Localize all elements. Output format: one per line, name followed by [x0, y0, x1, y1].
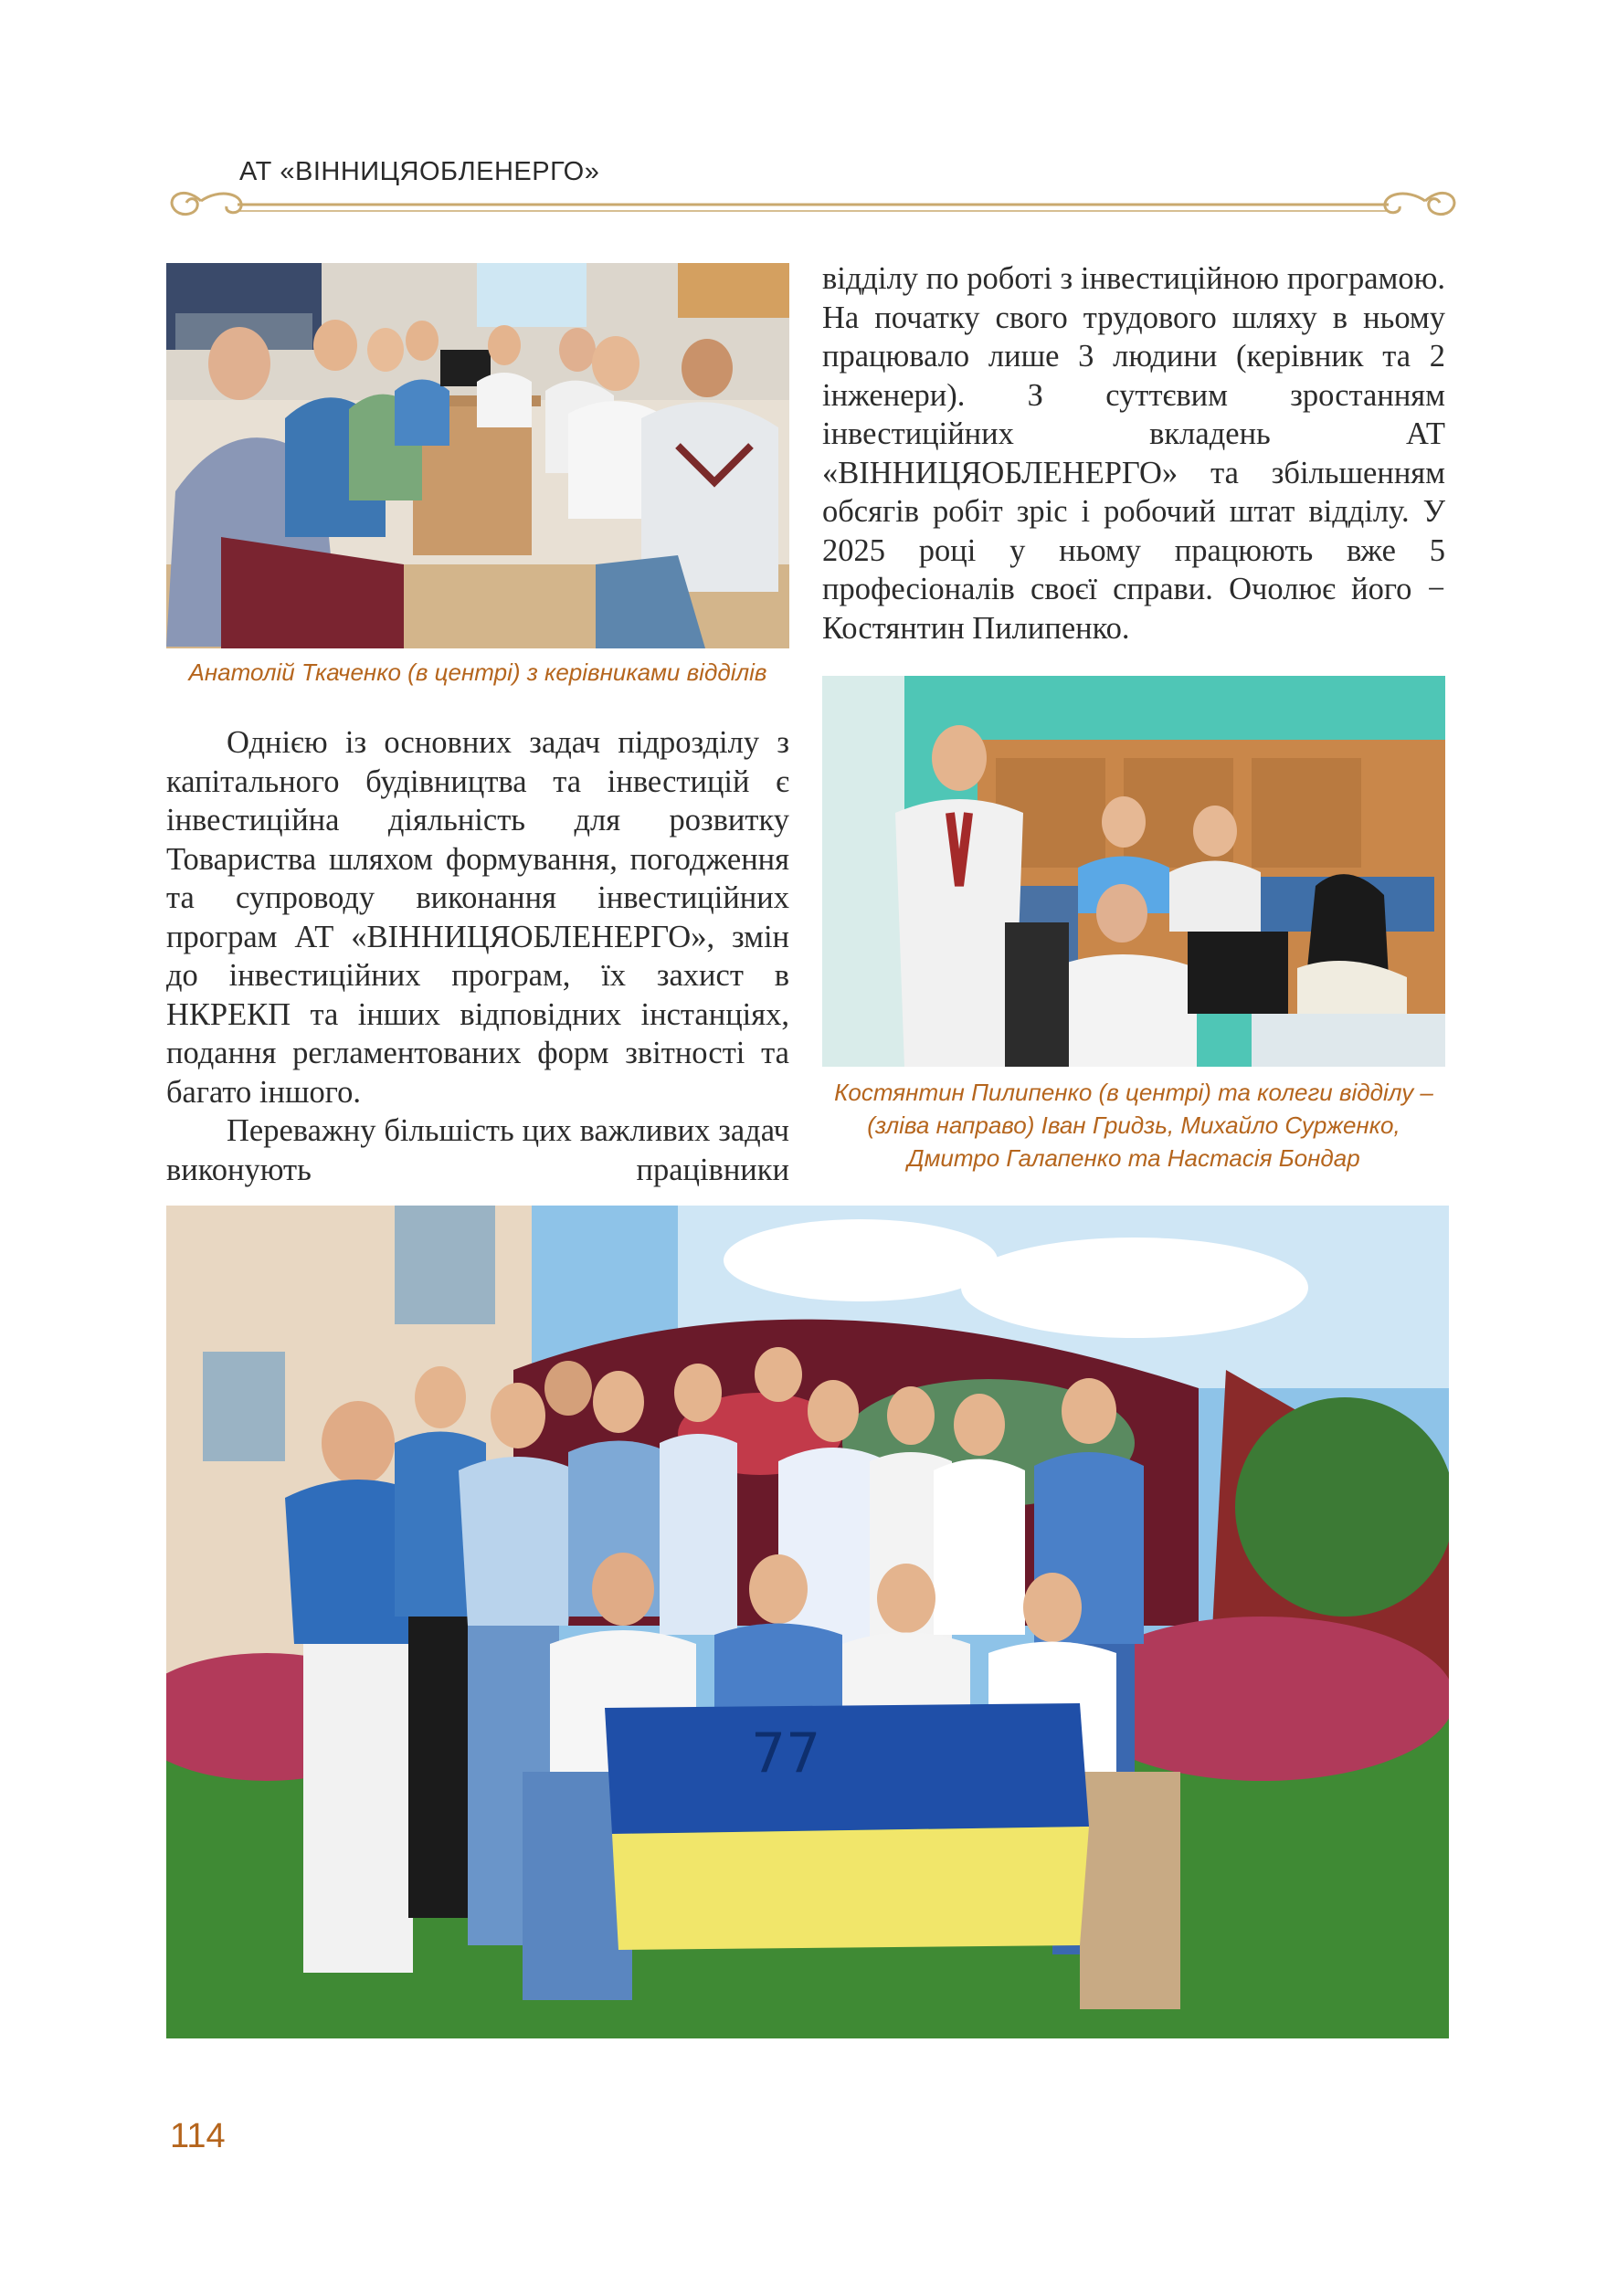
header-ornament-rule [164, 181, 1462, 226]
ukrainian-flag [605, 1703, 1089, 1950]
office-meeting-photo [166, 263, 789, 648]
paragraph: Однією із основних задач підрозділу з капітального будівництва та інвестицій є інвестиційна діяльність для розвитку Товариства шляхом формування, погодження та супроводу виконання інвестиційних програм АТ «ВІННИЦЯОБЛЕНЕРГО», змін до інвестиційних програм, їх захист в НКРЕКП та інших відповідних інстанціях, подання регламентованих форм звітності та багато іншого. [166, 725, 789, 1110]
investment-department-photo [822, 676, 1445, 1067]
running-header: АТ «ВІННИЦЯОБЛЕНЕРГО» [239, 157, 600, 186]
paragraph: Переважну більшість цих важливих задач виконують працівники [166, 1113, 789, 1187]
paragraph: відділу по роботі з інвестиційною програмою. На початку свого трудового шляху в ньому працювало лише 3 людини (керівник та 2 інженери). З суттєвим зростанням інвестиційних вкладень АТ «ВІННИЦЯОБЛЕНЕРГО» та збільшенням обсягів робіт зріс і робочий штат відділу. У 2025 році у ньому працюють вже 5 професіоналів своєї справи. Очолює його − Костянтин Пилипенко. [822, 261, 1445, 646]
photo1-caption: Анатолій Ткаченко (в центрі) з керівниками відділів [188, 658, 767, 686]
photo2-caption [822, 1076, 1445, 1174]
caption-line: Дмитро Галапенко та Настасія Бондар [907, 1144, 1360, 1172]
group-photo-with-flag [166, 1206, 1449, 2038]
page-number: 114 [170, 2117, 226, 2155]
caption-line: Костянтин Пилипенко (в центрі) та колеги відділу – [834, 1079, 1433, 1106]
caption-line: (зліва направо) Іван Гридзь, Михайло Сурженко, [867, 1111, 1400, 1139]
right-column-text [822, 259, 1445, 648]
flag-inscription: 77 [751, 1722, 821, 1785]
left-column-text [166, 723, 789, 1189]
